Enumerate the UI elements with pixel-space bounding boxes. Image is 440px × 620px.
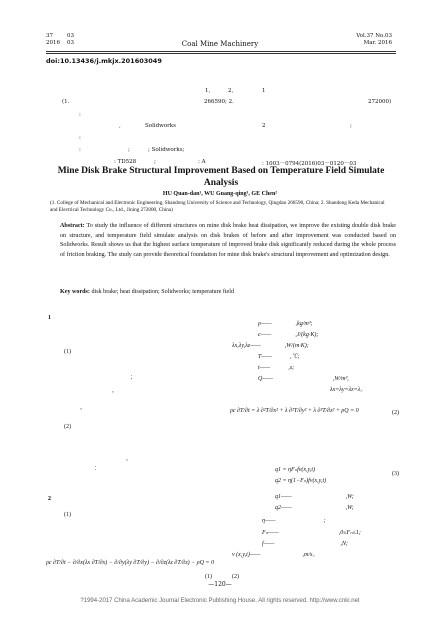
header-volume-right	[356, 33, 392, 47]
left-punct-3: ，	[80, 405, 87, 411]
flux-q1-def: q1—— ,W;	[275, 494, 354, 500]
cn-comma-1: ,	[119, 123, 121, 129]
section-2-number: 2	[48, 496, 51, 502]
nomenclature-c: c—— ,J/(kg·K);	[258, 332, 319, 338]
abstract-text: To study the influence of different structures on mine disk brake heat dissipation, we improve the existing double disk brake on structure, and temperature field simulate analysis on disk brakes of before and after improvement was conducted based on Solidworks. Result shows us that the highest surface temperature of improved brake disk significantly reduced during the whole process of friction braking. The study can provide theoretical foundation for mine disk brake's structural improvement and optimization design.	[60, 223, 396, 258]
header-no2: 03	[67, 40, 74, 46]
cn-num-2: 2	[262, 123, 266, 129]
english-affiliation: (1. College of Mechanical and Electronic Engineering, Shandong University of Science and Technology, Qingdao 266590, China; 2. Shandong Keda Mechanical and Electrical Technology Co., Ltd., Jining 272000, China)	[50, 200, 385, 213]
cn-semi-4: ;	[154, 159, 156, 165]
affil-open: (1.	[62, 99, 70, 105]
flux-equation-number: (3)	[392, 471, 399, 477]
nomenclature-lambda: λx,λy,λz—— ,W/(m·K);	[232, 343, 309, 349]
english-title: Mine Disk Brake Structural Improvement Based on Temperature Field Simulate Analysis	[57, 166, 385, 188]
left-eq-ref-3: (1)	[64, 512, 71, 518]
left-eq-label-1: (1)	[205, 574, 212, 580]
nomenclature-T: T—— ,℃;	[258, 354, 300, 360]
cnki-footer: ?1994-2017 China Academic Journal Electronic Publishing House. All rights reserved. http://www.cnki.net	[80, 598, 360, 604]
f-def: f—— ,N;	[262, 541, 348, 547]
left-punct-2: ，	[112, 388, 119, 394]
left-punct-5: ：	[94, 466, 101, 472]
flux-equation-2: q2 = η(1−Fₙ)fv(x,y,t)	[275, 478, 327, 484]
english-keywords	[60, 289, 396, 295]
journal-name: Coal Mine Machinery	[181, 40, 259, 48]
header-no: 03	[67, 33, 74, 39]
eta-def: η—— ;	[262, 518, 326, 524]
header-vol: 37	[46, 33, 53, 39]
keywords-text: disk brake; heat dissipation; Solidworks; temperature field	[89, 289, 234, 295]
nomenclature-Q: Q—— ,W/m³,	[258, 376, 349, 382]
nomenclature-t: t—— ,s;	[258, 365, 295, 371]
author-sup-1: 1,	[205, 88, 211, 94]
cn-colon-2: :	[79, 135, 81, 141]
affil-code-2: 272000)	[368, 99, 392, 105]
heat-equation-number: (2)	[392, 410, 399, 416]
left-eq-label-2: (2)	[232, 574, 239, 580]
v-def: v (x,y,t)—— ,m/s。	[232, 552, 319, 558]
flux-equation-1: q1 = ηFₙfv(x,y,t)	[275, 467, 316, 473]
left-eq-ref-1: (1)	[64, 349, 71, 355]
page-number: —120—	[208, 581, 232, 588]
cn-colon-1: :	[79, 112, 81, 118]
english-authors: HU Quan-dan¹, WU Guang-qing¹, GE Chen²	[162, 191, 278, 197]
english-abstract	[60, 222, 396, 260]
keywords-label: Key words:	[60, 289, 90, 295]
cn-article-no: : 1003－0794(2016)03－0120－03	[262, 161, 357, 167]
doi: doi:10.13436/j.mkjx.201603049	[46, 57, 162, 65]
header-date: Mar. 2016	[363, 40, 392, 46]
header-rule-thin	[46, 53, 396, 54]
fn-def: Fₙ—— ,0≤Fₙ≤1;	[262, 530, 361, 536]
cn-semi-2: ;	[128, 147, 130, 153]
section-1-number: 1	[48, 315, 51, 321]
cn-keywords: ; Solidworks;	[148, 147, 185, 153]
left-eq-ref-2: (2)	[64, 424, 71, 430]
author-sup-2: 2,	[228, 88, 234, 94]
header-vol-no: Vol.37 No.03	[356, 33, 392, 39]
nomenclature-rho: ρ—— ,kg/m³;	[258, 321, 313, 327]
cn-class-code: : TD528	[114, 159, 137, 165]
cn-colon-3: :	[79, 147, 81, 153]
author-sup-3: 1	[262, 88, 266, 94]
left-punct-4: ，	[126, 456, 133, 462]
left-punct-1: ；	[130, 375, 137, 381]
header-year: 2016	[46, 40, 60, 46]
abstract-label: Abstract:	[60, 223, 85, 229]
cn-semi-1: ;	[350, 123, 352, 129]
flux-q2-def: q2—— ,W;	[275, 505, 354, 511]
cn-solidworks: Solidworks	[145, 123, 176, 129]
header-rule	[46, 51, 396, 52]
affil-code-1: 266590; 2.	[204, 99, 234, 105]
heat-equation: ρc ∂T/∂t = λ ∂²T/∂x² + λ ∂²T/∂y² + λ ∂²T/∂z² + ρQ = 0	[230, 408, 359, 414]
nomenclature-lambda-eq: λx=λy=λz=λ。	[330, 387, 367, 393]
heat-conduction-equation: ρc ∂T/∂t − ∂/∂x(λx ∂T/∂x) − ∂/∂y(λy ∂T/∂y) − ∂/∂z(λz ∂T/∂z) − ρQ = 0	[46, 560, 214, 566]
cn-doc-code: : A	[198, 159, 206, 165]
